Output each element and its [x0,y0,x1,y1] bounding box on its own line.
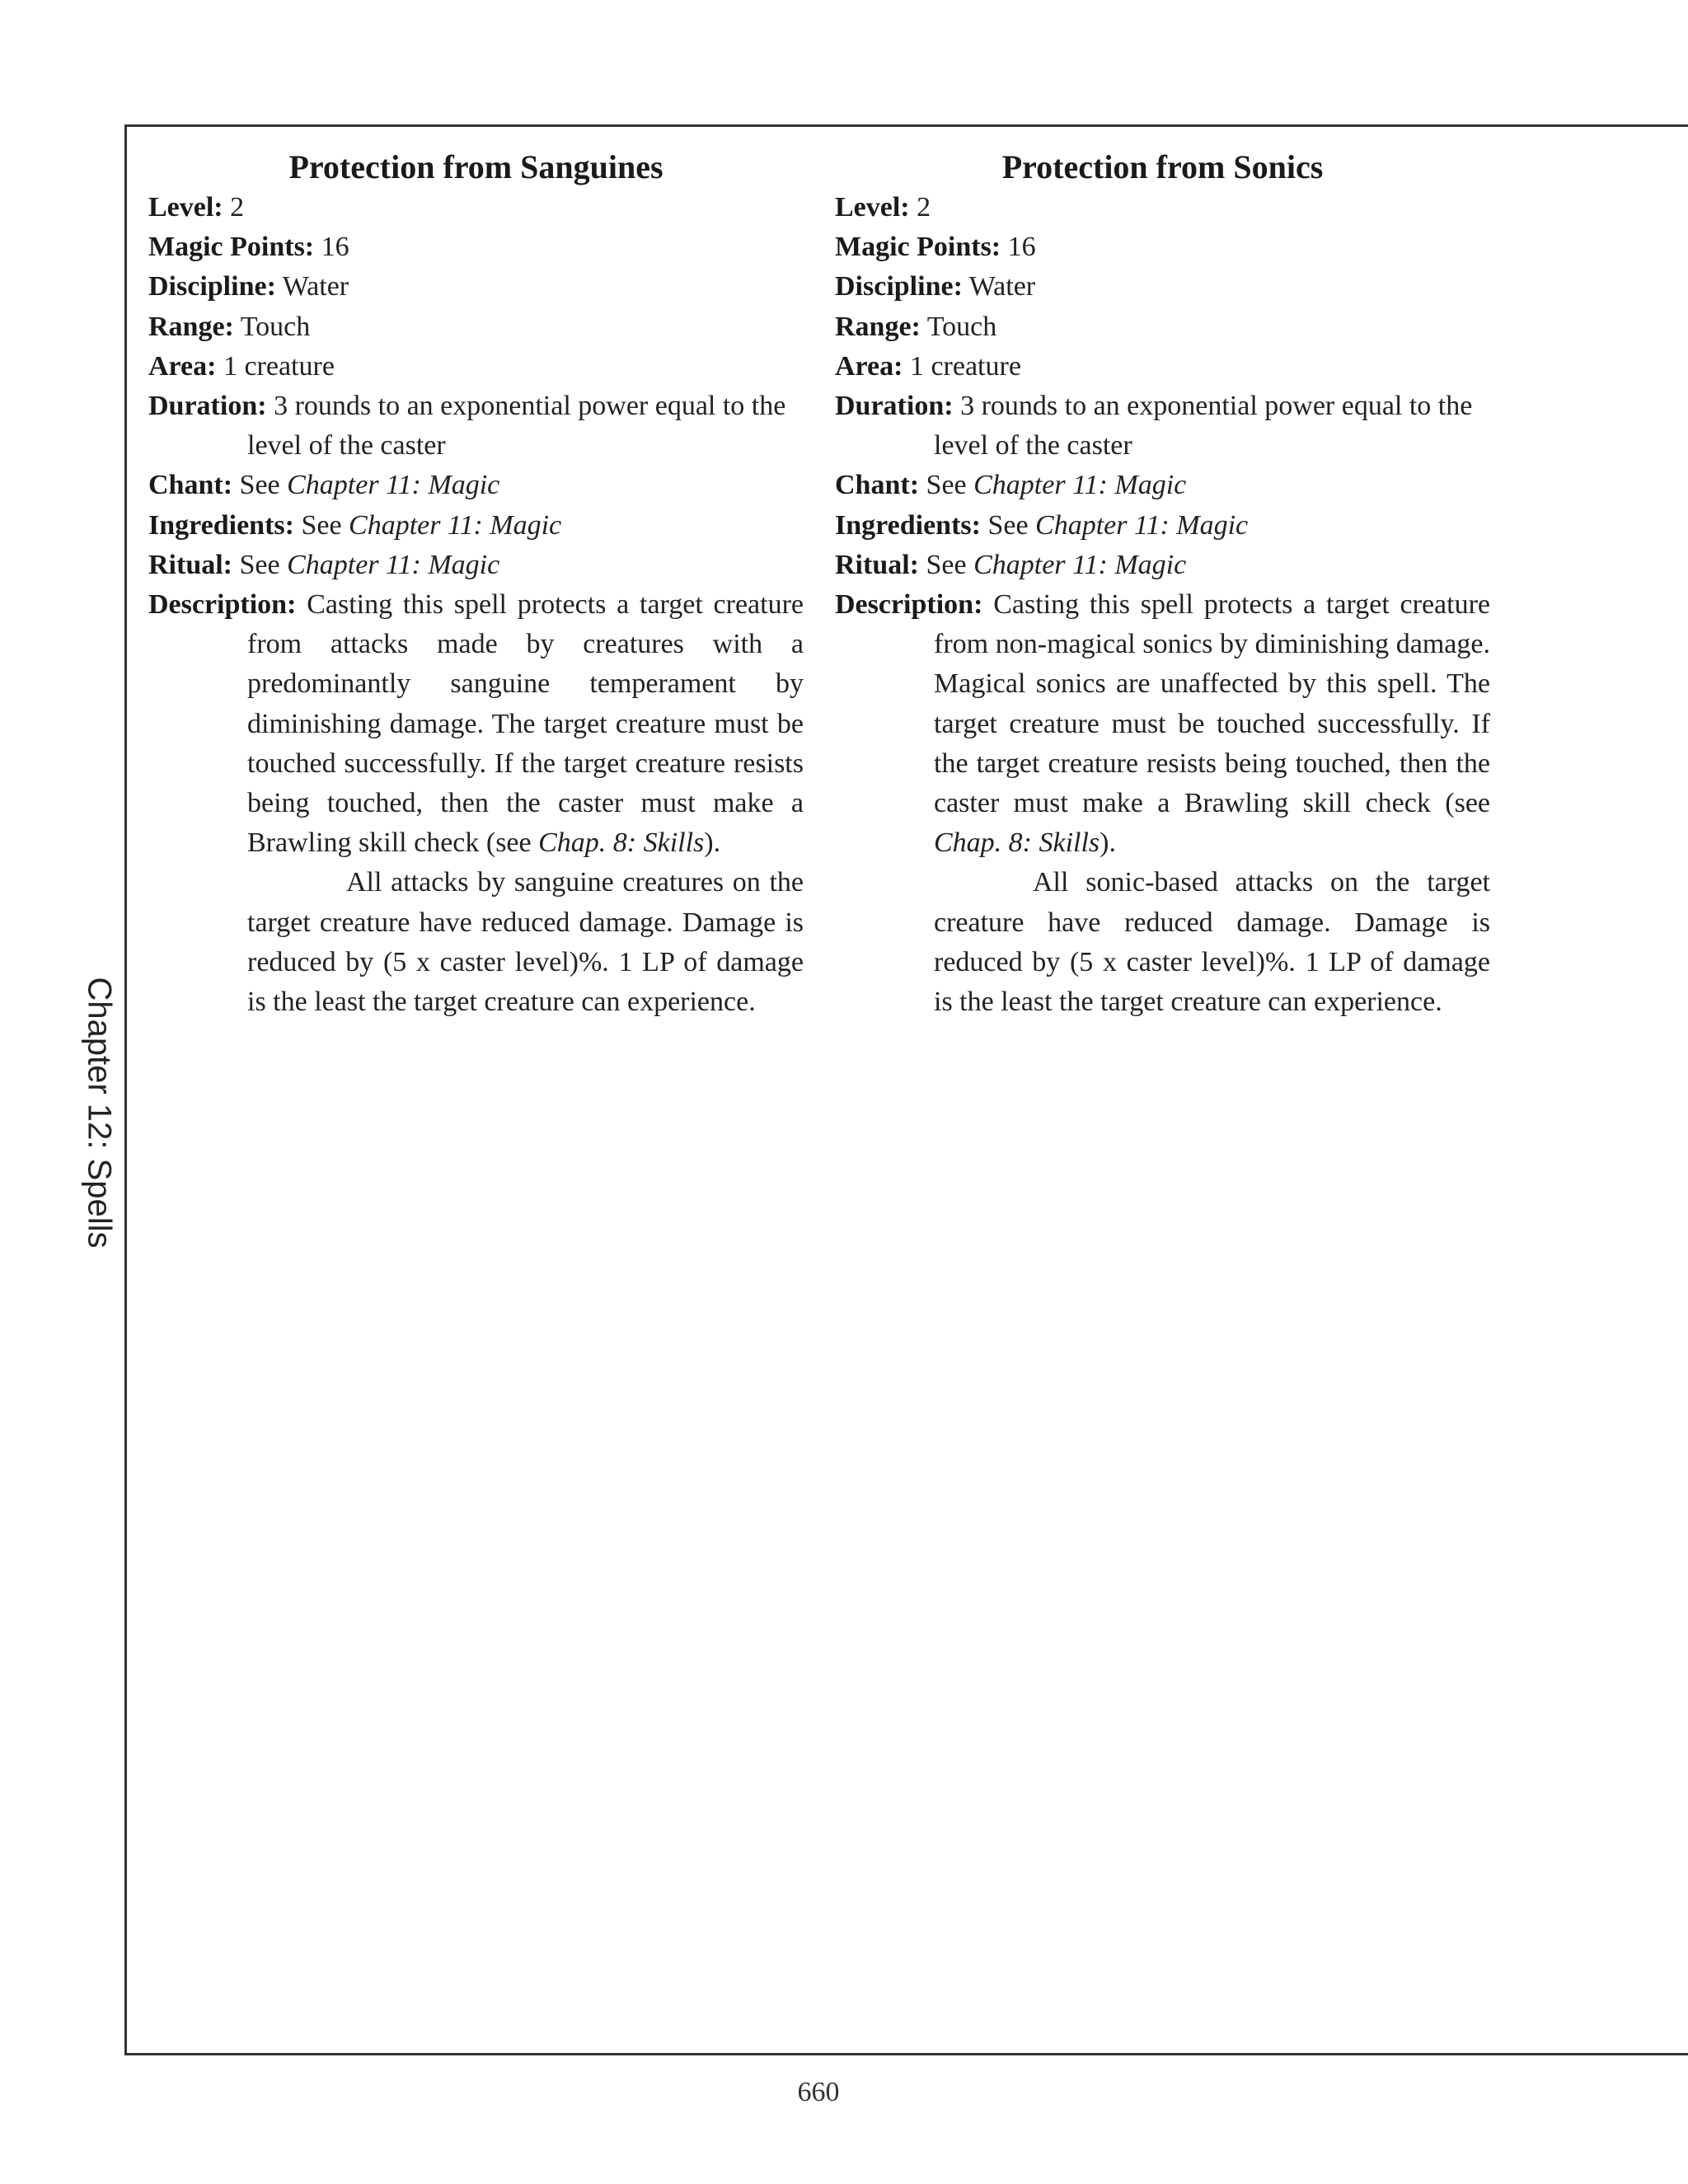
field-value: Touch [926,311,997,342]
field-value: 3 rounds to an exponential power equal to the level of the caster [934,391,1473,462]
chapter-reference: Chapter 11: Magic [349,509,562,541]
field-value: Water [968,271,1036,302]
field-range [835,307,1490,347]
field-ritual [835,546,1490,585]
field-ingredients [835,506,1490,546]
field-label: Duration: [835,391,954,422]
chapter-reference: Chapter 11: Magic [287,549,500,580]
field-value: See [301,509,342,541]
field-discipline [148,267,804,307]
field-area [148,347,804,387]
field-label: Level: [148,192,223,223]
field-value: 1 creature [223,350,335,382]
description-paragraph: All sonic-based attacks on the target creature have reduced damage. Damage is reduced by (5 x caster level)%. 1 LP of damage is the least the target creature can experience. [934,867,1490,1018]
field-chant [835,466,1490,505]
field-label: Ingredients: [835,509,981,541]
chapter-side-label: Chapter 12: Spells [81,977,118,1249]
field-value: See [987,509,1029,541]
field-label: Ritual: [835,549,919,580]
field-value: 1 creature [909,350,1021,382]
field-label: Chant: [835,470,920,501]
field-range [148,307,804,347]
field-label: Magic Points: [835,232,1001,263]
field-magic-points [835,227,1490,267]
field-ingredients [148,506,804,546]
description-text-end: ). [704,827,721,859]
page-number: 660 [797,2077,840,2107]
field-value: 3 rounds to an exponential power equal to the level of the caster [247,391,786,462]
field-label: Description: [835,589,983,621]
field-value: See [239,470,280,501]
field-magic-points [148,227,804,267]
field-value: Water [282,271,349,302]
description-text: Casting this spell protects a target creature from non-magical sonics by diminishing damage. Magical sonics are unaffected by this spell. The target creature must be touched successfully. If the target creature resists being touched, then the caster must make a Brawling skill check (see [934,589,1491,819]
field-label: Discipline: [148,271,276,302]
field-level [835,188,1490,227]
field-label: Chant: [148,470,233,501]
field-label: Ingredients: [148,509,294,541]
field-duration [835,387,1490,466]
field-value: See [926,549,967,580]
field-duration [148,387,804,466]
field-label: Ritual: [148,549,232,580]
spell-entry-sonics [835,147,1490,1022]
field-label: Area: [148,350,217,382]
field-value: See [239,549,280,580]
field-label: Level: [835,192,910,223]
field-area [835,347,1490,387]
chapter-reference: Chap. 8: Skills [934,827,1100,859]
chapter-reference: Chapter 11: Magic [1035,509,1249,541]
field-value: Touch [240,311,311,342]
field-description [835,585,1490,863]
field-value: 16 [321,232,349,263]
page-frame-left-rule [124,124,127,2053]
spell-entry-sanguines [148,147,804,1022]
field-value: 2 [917,192,931,223]
field-chant [148,466,804,505]
field-discipline [835,267,1490,307]
field-label: Range: [835,311,921,342]
description-text-end: ). [1100,827,1116,859]
description-text: Casting this spell protects a target creature from attacks made by creatures with a predominantly sanguine temperament by diminishing damage. The target creature must be touched successfully. If the target creature resists being touched, then the caster must make a Brawling skill check (see [247,589,804,859]
field-label: Description: [148,589,297,621]
page-frame-bottom-rule [124,2053,1688,2055]
field-label: Range: [148,311,234,342]
field-value: 16 [1007,232,1036,263]
field-description [148,585,804,863]
field-label: Discipline: [835,271,963,302]
field-value: See [926,470,967,501]
chapter-reference: Chapter 11: Magic [973,470,1187,501]
field-value: 2 [230,192,245,223]
field-label: Magic Points: [148,232,315,263]
spell-title: Protection from Sonics [1001,148,1324,185]
field-label: Area: [835,350,903,382]
field-ritual [148,546,804,585]
field-level [148,188,804,227]
chapter-reference: Chap. 8: Skills [538,827,705,859]
description-paragraph: All attacks by sanguine creatures on the target creature have reduced damage. Damage is reduced by (5 x caster level)%. 1 LP of damage is the least the target creature can experience. [247,867,804,1018]
spell-title: Protection from Sanguines [288,148,663,185]
chapter-reference: Chapter 11: Magic [287,470,500,501]
page-frame-top-rule [124,124,1688,127]
field-label: Duration: [148,391,267,422]
chapter-reference: Chapter 11: Magic [973,549,1187,580]
